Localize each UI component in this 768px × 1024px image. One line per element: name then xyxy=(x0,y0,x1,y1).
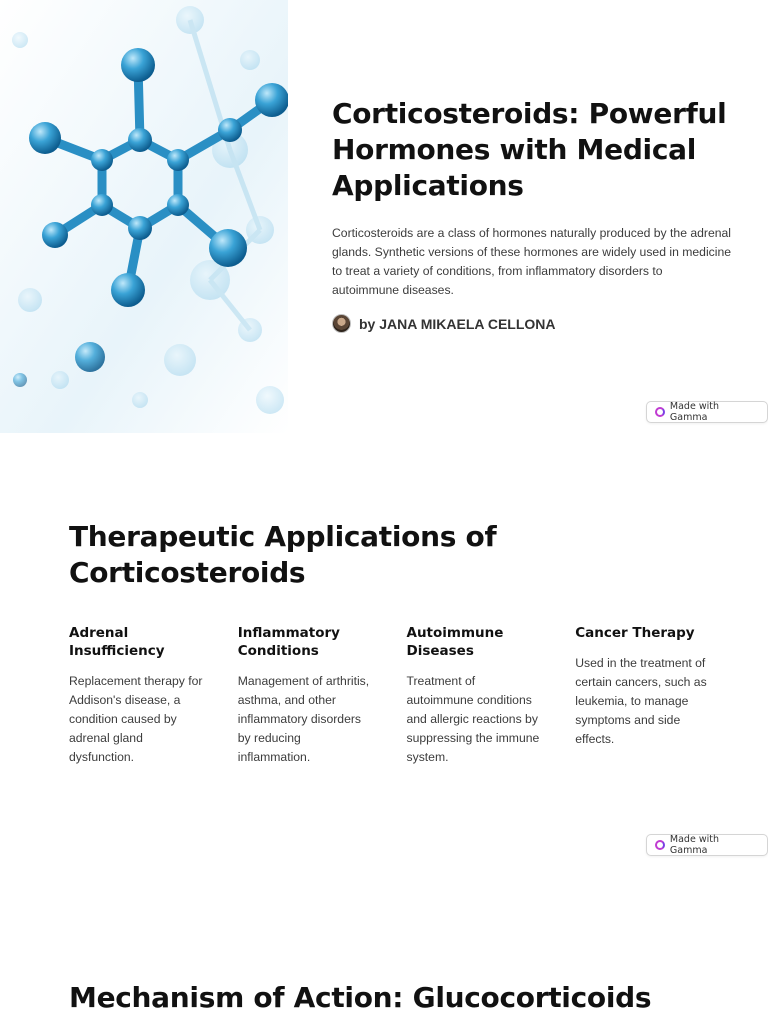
author-byline xyxy=(332,314,556,333)
molecule-hero-image xyxy=(0,0,288,433)
card-body: Management of arthritis, asthma, and other inflammatory disorders by reducing inflammation. xyxy=(237,674,370,764)
made-with-gamma-badge[interactable] xyxy=(646,834,768,856)
badge-label: Made with Gamma xyxy=(669,834,719,856)
card-inflammatory-conditions xyxy=(238,624,372,767)
card-title: Autoimmune Diseases xyxy=(406,625,504,659)
presentation-title: Corticosteroids: Powerful Hormones with Medical Applications xyxy=(332,97,727,202)
gamma-logo-icon xyxy=(655,840,665,850)
made-with-gamma-badge[interactable] xyxy=(646,401,768,423)
card-title: Inflammatory Conditions xyxy=(237,625,340,659)
card-title: Adrenal Insufficiency xyxy=(69,625,165,659)
card-body: Treatment of autoimmune conditions and allergic reactions by suppressing the immune system. xyxy=(406,674,540,764)
badge-label: Made with Gamma xyxy=(669,401,719,423)
card-body: Used in the treatment of certain cancers, such as leukemia, to manage symptoms and side effects. xyxy=(575,656,707,746)
applications-cards xyxy=(69,624,709,767)
author-avatar xyxy=(332,314,351,333)
gamma-logo-icon xyxy=(655,407,665,417)
mechanism-of-action-title: Mechanism of Action: Glucocorticoids xyxy=(69,981,652,1014)
card-autoimmune-diseases xyxy=(407,624,541,767)
card-title: Cancer Therapy xyxy=(575,625,695,641)
card-body: Replacement therapy for Addison's disease, a condition caused by adrenal gland dysfunction. xyxy=(69,674,203,764)
card-cancer-therapy xyxy=(575,624,709,767)
author-name: by JANA MIKAELA CELLONA xyxy=(359,315,556,332)
slide-title xyxy=(0,0,768,433)
card-adrenal-insufficiency xyxy=(69,624,203,767)
therapeutic-applications-title: Therapeutic Applications of Corticosteroids xyxy=(69,520,497,589)
intro-paragraph: Corticosteroids are a class of hormones naturally produced by the adrenal glands. Synthetic versions of these hormones are widely used in medicine to treat a variety of conditions, from inflammatory disorders to autoimmune diseases. xyxy=(332,226,732,297)
